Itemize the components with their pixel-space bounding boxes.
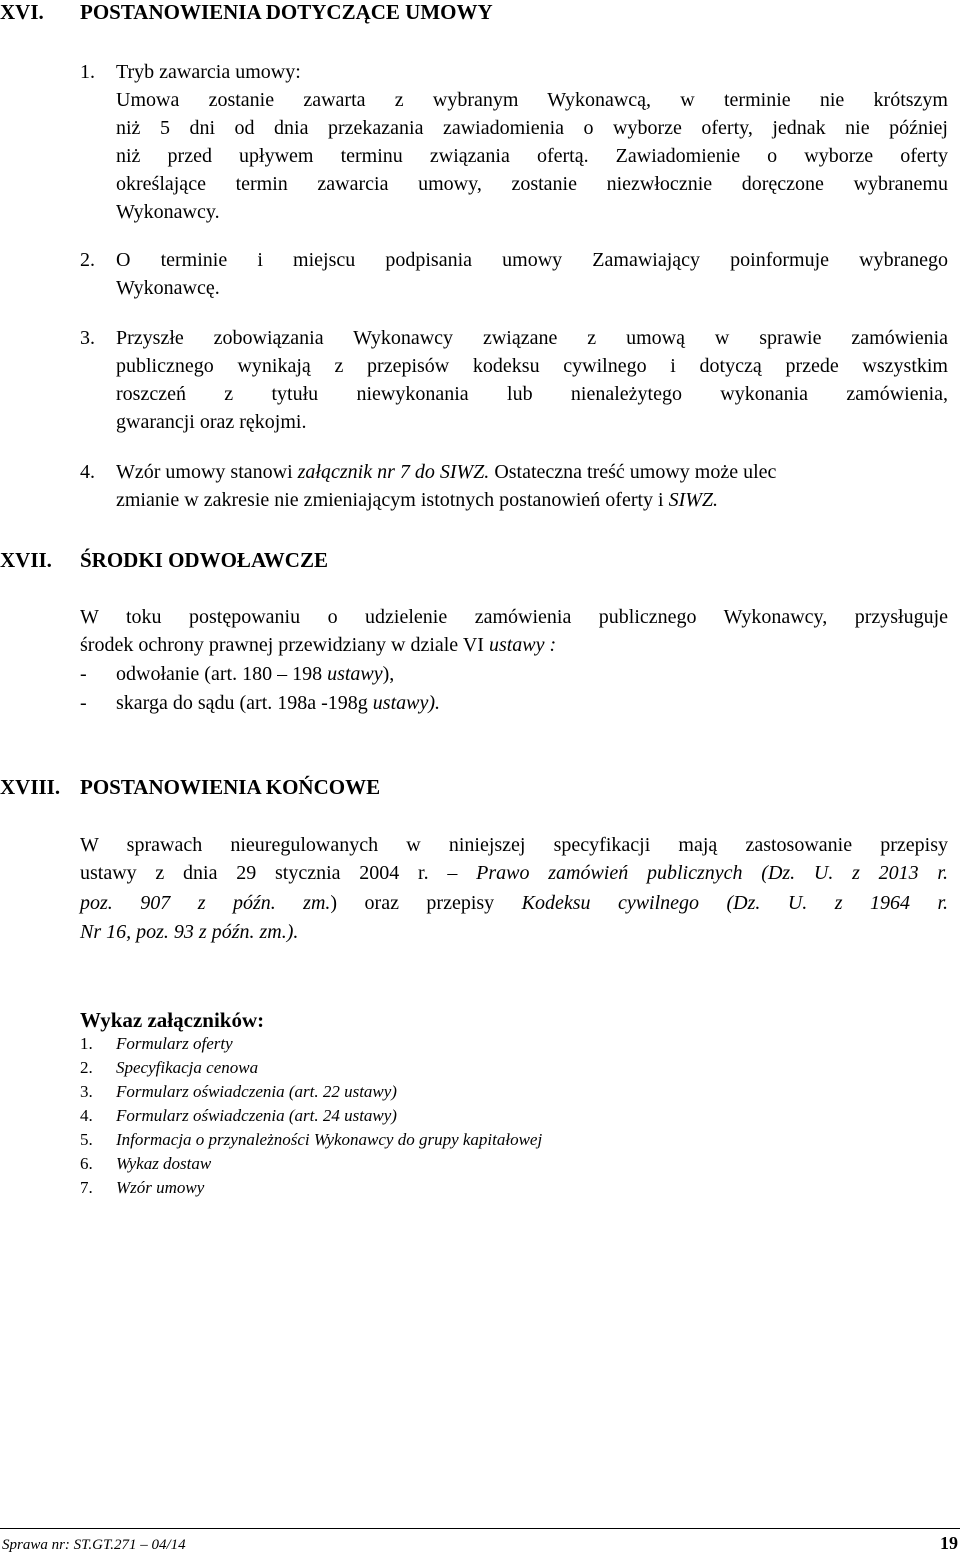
section-18-line-4: Nr 16, poz. 93 z późn. zm.). <box>80 921 299 943</box>
section-18-line-3 <box>80 889 948 917</box>
section-18-line-2 <box>80 859 948 887</box>
section-18-title: POSTANOWIENIA KOŃCOWE <box>80 775 381 799</box>
attachments-heading: Wykaz załączników: <box>80 1008 265 1032</box>
pzp-reference: Prawo zamówień publicznych (Dz. U. z 2013 r. <box>476 862 949 884</box>
remedy-court <box>116 689 440 717</box>
item-3-line-2: publicznego wynikają z przepisów kodeksu cywilnego i dotyczą przede wszystkim <box>116 355 948 377</box>
case-reference: Sprawa nr: ST.GT.271 – 04/14 <box>2 1537 186 1553</box>
remedy-appeal-ustawy: ustawy <box>327 663 383 685</box>
ustawy-reference: ustawy : <box>488 634 557 656</box>
item-4-line-1 <box>116 458 948 486</box>
item-4-line-1-c: Ostateczna treść umowy może ulec <box>489 461 777 483</box>
list-item-number: 6. <box>80 1154 93 1173</box>
list-item-number: 2. <box>80 1058 93 1077</box>
section-17-paragraph-line-2-a: środek ochrony prawnej przewidziany w dziale VI <box>80 634 489 656</box>
list-item: Specyfikacja cenowa <box>116 1058 259 1077</box>
section-18-number: XVIII. <box>0 775 61 799</box>
list-item: Wykaz dostaw <box>116 1154 212 1173</box>
remedy-court-text: skarga do sądu (art. 198a -198g <box>116 692 373 714</box>
list-item: Wzór umowy <box>116 1178 205 1197</box>
item-1-line-5: określające termin zawarcia umowy, zostanie niezwłocznie doręczone wybranemu <box>116 173 948 195</box>
list-item-number: 7. <box>80 1178 93 1197</box>
item-4-line-1-a: Wzór umowy stanowi <box>116 461 298 483</box>
section-17-paragraph-line-2 <box>80 631 948 659</box>
section-17-paragraph-line-1: W toku postępowaniu o udzielenie zamówienia publicznego Wykonawcy, przysługuje <box>80 606 948 628</box>
list-item: Formularz oświadczenia (art. 24 ustawy) <box>116 1106 397 1125</box>
footer-divider <box>0 1528 960 1529</box>
section-18-line-1: W sprawach nieuregulowanych w niniejszej specyfikacji mają zastosowanie przepisy <box>80 834 948 856</box>
section-17-title: ŚRODKI ODWOŁAWCZE <box>80 548 328 572</box>
item-3-number: 3. <box>80 327 95 349</box>
item-3-line-4: gwarancji oraz rękojmi. <box>116 411 307 433</box>
remedy-appeal <box>116 660 394 688</box>
list-item: Informacja o przynależności Wykonawcy do grupy kapitałowej <box>116 1130 543 1149</box>
civil-code-reference: Kodeksu cywilnego (Dz. U. z 1964 r. <box>521 892 949 914</box>
item-2-number: 2. <box>80 249 95 271</box>
item-1-line-3: niż 5 dni od dnia przekazania zawiadomienia o wyborze oferty, jednak nie później <box>116 117 948 139</box>
attachment-reference: załącznik nr 7 do SIWZ. <box>297 461 490 483</box>
item-3-line-3: roszczeń z tytułu niewykonania lub nienależytego wykonania zamówienia, <box>116 383 948 405</box>
item-1-line-6: Wykonawcy. <box>116 201 220 223</box>
list-item-number: 1. <box>80 1034 93 1053</box>
siwz-reference: SIWZ. <box>668 489 719 511</box>
list-item-number: 5. <box>80 1130 93 1149</box>
section-18-line-3-b: ) oraz przepisy <box>330 892 522 914</box>
item-1-number: 1. <box>80 61 95 83</box>
item-4-line-2 <box>116 486 948 514</box>
item-1-line-2: Umowa zostanie zawarta z wybranym Wykonawcą, w terminie nie krótszym <box>116 89 948 111</box>
section-18-line-2-a: ustawy z dnia 29 stycznia 2004 r. – <box>80 862 477 884</box>
list-item: Formularz oświadczenia (art. 22 ustawy) <box>116 1082 397 1101</box>
item-1-line-1: Tryb zawarcia umowy: <box>116 61 301 83</box>
remedy-appeal-text: odwołanie (art. 180 – 198 <box>116 663 328 685</box>
item-4-number: 4. <box>80 461 95 483</box>
list-item: Formularz oferty <box>116 1034 233 1053</box>
list-dash-2: - <box>80 692 87 714</box>
item-2-line-1: O terminie i miejscu podpisania umowy Zamawiający poinformuje wybranego <box>116 249 948 271</box>
list-dash-1: - <box>80 663 87 685</box>
item-1-line-4: niż przed upływem terminu związania ofertą. Zawiadomienie o wyborze oferty <box>116 145 948 167</box>
section-16-title: POSTANOWIENIA DOTYCZĄCE UMOWY <box>80 0 493 24</box>
page-number: 19 <box>940 1533 958 1553</box>
remedy-appeal-close: ), <box>382 663 395 685</box>
remedy-court-ustawy: ustawy). <box>372 692 441 714</box>
list-item-number: 3. <box>80 1082 93 1101</box>
item-3-line-1: Przyszłe zobowiązania Wykonawcy związane z umową w sprawie zamówienia <box>116 327 948 349</box>
pzp-reference-cont: poz. 907 z późn. zm. <box>80 892 331 914</box>
item-2-line-2: Wykonawcę. <box>116 277 220 299</box>
list-item-number: 4. <box>80 1106 93 1125</box>
item-4-line-2-a: zmianie w zakresie nie zmieniającym istotnych postanowień oferty i <box>116 489 669 511</box>
section-17-number: XVII. <box>0 548 52 572</box>
section-16-number: XVI. <box>0 0 44 24</box>
